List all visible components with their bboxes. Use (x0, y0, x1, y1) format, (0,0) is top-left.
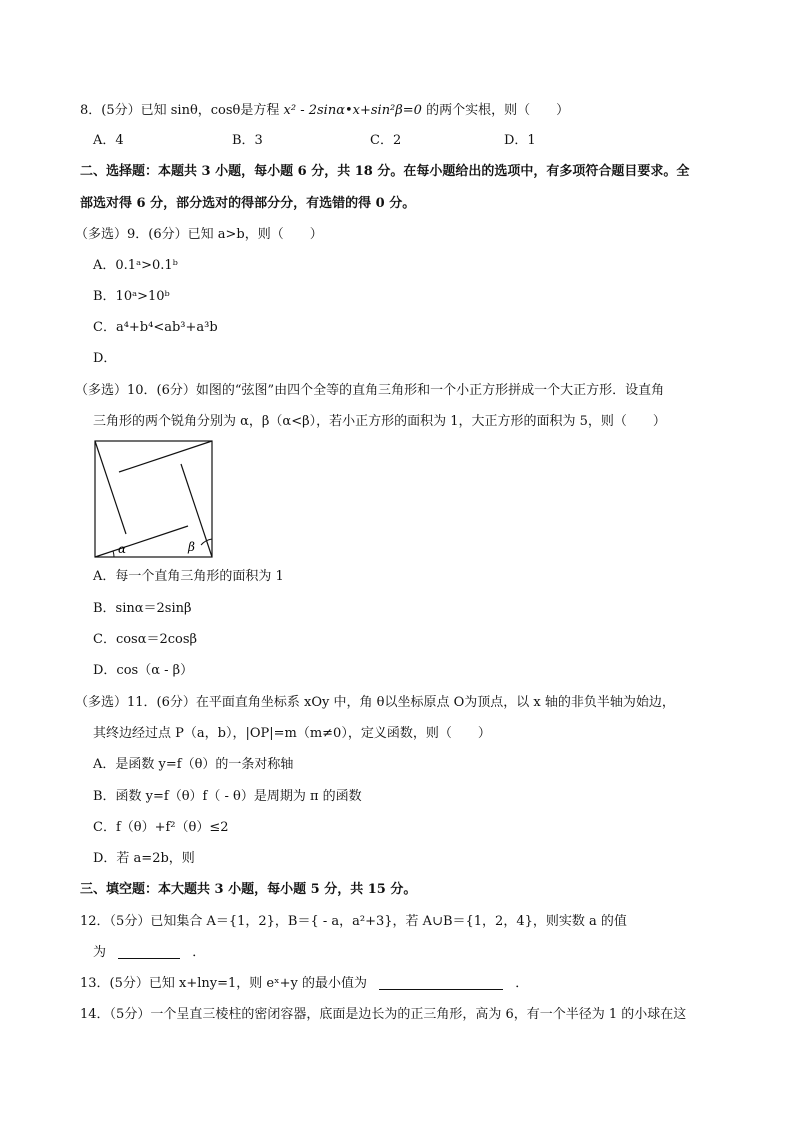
section2-title-line2: 部选对得 6 分，部分选对的得部分分，有选错的得 0 分。 (80, 196, 416, 211)
beta-label: β (188, 540, 195, 554)
q10-stem-line2: 三角形的两个锐角分别为 α，β（α<β），若小正方形的面积为 1，大正方形的面积为 5，则（ ） (93, 414, 666, 429)
q12-stem-line2 (93, 943, 205, 963)
q8-equation: x² - 2sinα•x+sin²β=0 (283, 103, 422, 118)
q13-answer-blank[interactable] (379, 975, 503, 990)
q11-option-d[interactable]: D．若 a=2b，则 (93, 851, 195, 866)
q13-stem-pre: 13．(5分）已知 x+lny=1，则 eˣ+y 的最小值为 (80, 976, 367, 991)
q10-option-d[interactable]: D．cos（α - β） (93, 663, 194, 678)
q10-option-a[interactable]: A．每一个直角三角形的面积为 1 (93, 569, 284, 584)
q11-option-c[interactable]: C．f（θ）+f²（θ）≤2 (93, 820, 229, 835)
string-figure (92, 438, 216, 560)
q9-option-b[interactable]: B．10ᵃ>10ᵇ (93, 289, 170, 304)
q11-stem-line2: 其终边经过点 P（a，b），|OP|=m（m≠0），定义函数，则（ ） (93, 726, 491, 741)
q8-option-c[interactable]: C．2 (370, 133, 402, 148)
q13-stem-post: ． (515, 976, 529, 991)
q8-stem-post: 的两个实根，则（ ） (421, 103, 570, 118)
q11-option-a[interactable]: A．是函数 y=f（θ）的一条对称轴 (93, 757, 294, 772)
q10-option-c[interactable]: C．cosα＝2cosβ (93, 632, 198, 647)
q9-option-c[interactable]: C．a⁴+b⁴<ab³+a³b (93, 320, 218, 335)
q8-option-b[interactable]: B．3 (232, 133, 263, 148)
section3-title: 三、填空题：本大题共 3 小题，每小题 5 分，共 15 分。 (80, 882, 417, 897)
q14-stem-line1: 14．（5分）一个呈直三棱柱的密闭容器，底面是边长为的正三角形，高为 6，有一个半径为 1 的小球在这 (80, 1007, 687, 1022)
q12-line2-pre: 为 (93, 945, 107, 960)
q12-stem-line1: 12．（5分）已知集合 A＝{1，2}，B＝{ - a，a²+3}，若 A∪B＝{1，2，4}，则实数 a 的值 (80, 914, 627, 929)
q11-stem-line1: （多选）11．(6分）在平面直角坐标系 xOy 中，角 θ以坐标原点 O为顶点，以 x 轴的非负半轴为始边， (75, 695, 675, 710)
q9-stem: （多选）9．(6分）已知 a>b，则（ ） (75, 227, 323, 242)
q11-option-b[interactable]: B．函数 y=f（θ）f（ - θ）是周期为 π 的函数 (93, 789, 362, 804)
q10-stem-line1: （多选）10．(6分）如图的“弦图”由四个全等的直角三角形和一个小正方形拼成一个大正方形．设直角 (75, 383, 665, 398)
q9-option-d[interactable]: D． (93, 351, 117, 366)
q9-option-a[interactable]: A．0.1ᵃ>0.1ᵇ (93, 258, 178, 273)
q12-answer-blank[interactable] (118, 944, 180, 959)
q8-option-a[interactable]: A．4 (93, 133, 124, 148)
q13-stem (80, 974, 528, 994)
section2-title-line1: 二、选择题：本题共 3 小题，每小题 6 分，共 18 分。在每小题给出的选项中，有多项符合题目要求。全 (80, 164, 690, 179)
alpha-label: α (118, 542, 127, 556)
q12-line2-post: ． (192, 945, 206, 960)
q8-option-d[interactable]: D．1 (504, 133, 536, 148)
q8-stem (80, 101, 569, 121)
q10-option-b[interactable]: B．sinα＝2sinβ (93, 601, 192, 616)
q8-stem-pre: 8．(5分）已知 sinθ，cosθ是方程 (80, 103, 284, 118)
